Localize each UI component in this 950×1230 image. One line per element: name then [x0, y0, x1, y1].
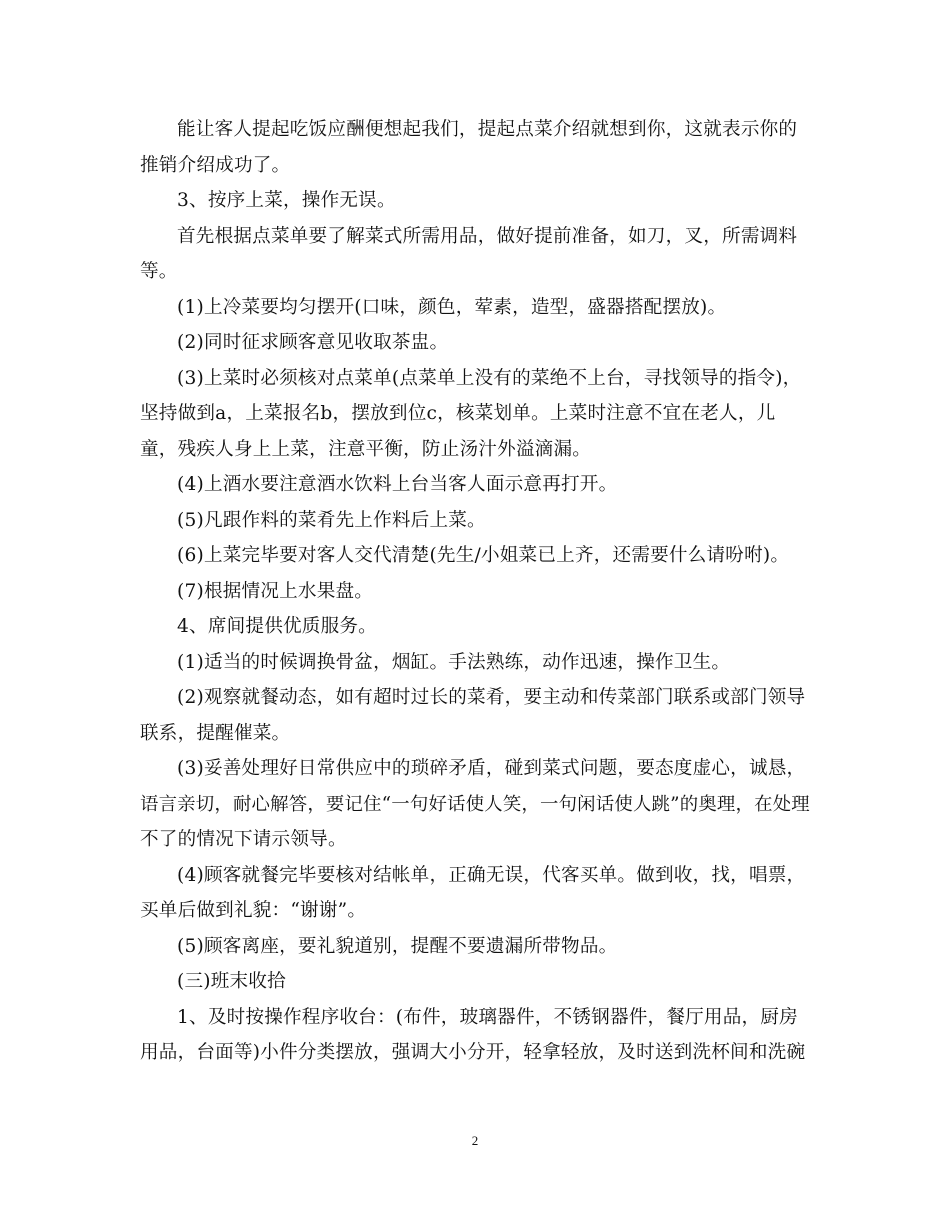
text-line: 等。: [140, 261, 178, 282]
text-line: 童，残疾人身上上菜，注意平衡，防止汤汁外溢滴漏。: [140, 438, 592, 460]
section-heading: 3、按序上菜，操作无误。: [177, 190, 396, 211]
list-item: (3)妥善处理好日常供应中的琐碎矛盾，碰到菜式问题，要态度虚心，诚恳，: [177, 758, 806, 779]
list-item: (2)同时征求顾客意见收取茶盅。: [177, 332, 449, 353]
list-item: 1、及时按操作程序收台：(布件，玻璃器件，不锈钢器件，餐厅用品，厨房: [177, 1006, 798, 1028]
list-item: (4)上酒水要注意酒水饮料上台当客人面示意再打开。: [177, 474, 618, 495]
text-line: 买单后做到礼貌：“谢谢”。: [140, 900, 367, 921]
list-item: (6)上菜完毕要对客人交代清楚(先生/小姐菜已上齐，还需要什么请吩咐)。: [177, 545, 790, 566]
page-number: 2: [471, 1133, 479, 1148]
text-line: 用品，台面等)小件分类摆放，强调大小分开，轻拿轻放，及时送到洗杯间和洗碗: [140, 1042, 806, 1063]
list-item: (1)上冷菜要均匀摆开(口味，颜色，荤素，造型，盛器搭配摆放)。: [177, 296, 727, 318]
list-item: (4)顾客就餐完毕要核对结帐单，正确无误，代客买单。做到收，找，唱票，: [177, 864, 806, 886]
text-line: 首先根据点菜单要了解菜式所需用品，做好提前准备，如刀，叉，所需调料: [177, 225, 798, 247]
text-line: 联系，提醒催菜。: [140, 722, 291, 744]
list-item: (2)观察就餐动态，如有超时过长的菜肴，要主动和传菜部门联系或部门领导: [177, 687, 806, 708]
text-line: 能让客人提起吃饭应酬便想起我们，提起点菜介绍就想到你，这就表示你的: [177, 119, 798, 140]
list-item: (1)适当的时候调换骨盆，烟缸。手法熟练，动作迅速，操作卫生。: [177, 651, 731, 673]
list-item: (7)根据情况上水果盘。: [177, 580, 374, 602]
text-line: 不了的情况下请示领导。: [140, 829, 347, 850]
body-text: [140, 112, 810, 1071]
list-item: (3)上菜时必须核对点菜单(点菜单上没有的菜绝不上台，寻找领导的指令)，: [177, 367, 802, 389]
text-line: 语言亲切，耐心解答，要记住“一句好话使人笑，一句闲话使人跳”的奥理，在处理: [140, 793, 810, 815]
section-heading: 4、席间提供优质服务。: [177, 616, 377, 637]
list-item: (5)顾客离座，要礼貌道别，提醒不要遗漏所带物品。: [177, 935, 618, 957]
text-line: 推销介绍成功了。: [140, 154, 291, 176]
text-line: 坚持做到a，上菜报名b，摆放到位c，核菜划单。上菜时注意不宜在老人，儿: [140, 403, 776, 424]
section-heading: (三)班末收拾: [177, 971, 286, 992]
list-item: (5)凡跟作料的菜肴先上作料后上菜。: [177, 509, 486, 531]
